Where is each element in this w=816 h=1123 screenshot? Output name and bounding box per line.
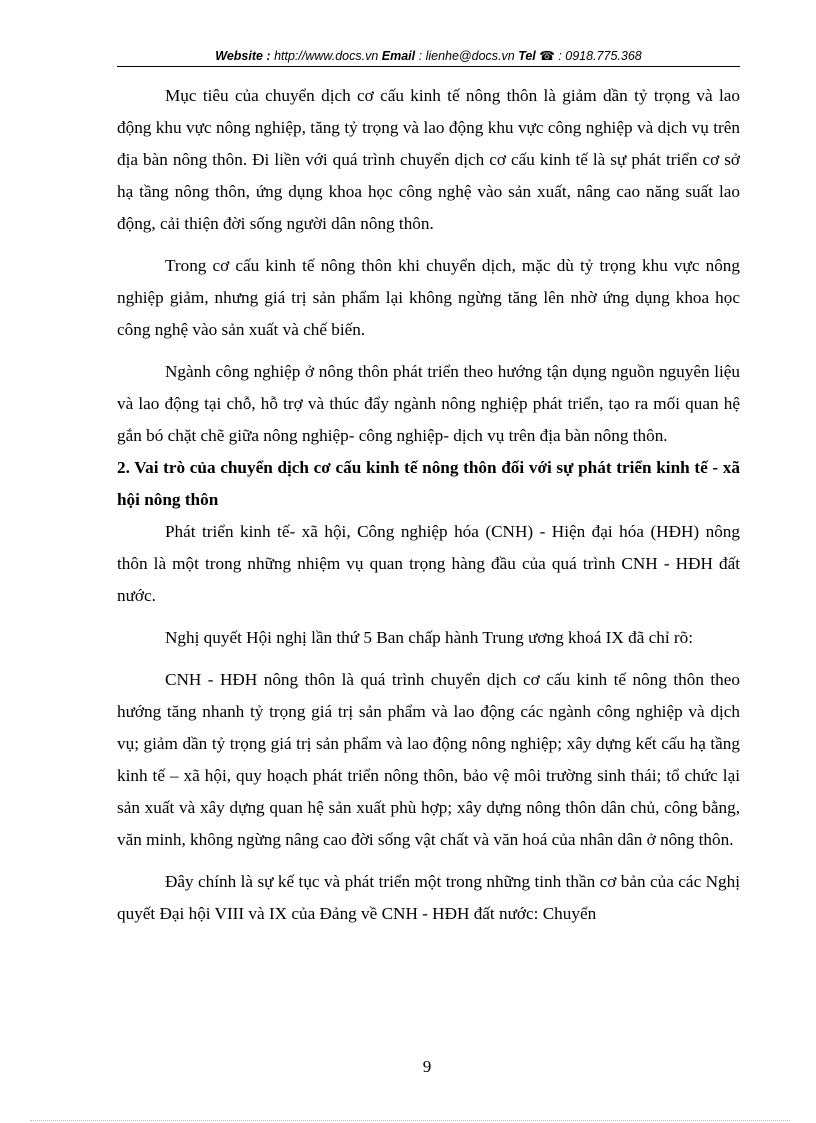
section-heading: 2. Vai trò của chuyển dịch cơ cấu kinh tế nông thôn đối với sự phát triển kinh tế - xã hội nông thôn [117, 458, 740, 509]
page-header [117, 47, 740, 65]
footer-divider [30, 1120, 790, 1121]
paragraph-5: Nghị quyết Hội nghị lần thứ 5 Ban chấp hành Trung ương khoá IX đã chỉ rõ: [165, 628, 694, 647]
paragraph-3: Ngành công nghiệp ở nông thôn phát triển theo hướng tận dụng nguồn nguyên liệu và lao động tại chỗ, hỗ trợ và thúc đẩy ngành nông nghiệp phát triển, tạo ra mối quan hệ gắn bó chặt chẽ giữa nông nghiệp- công nghiệp- dịch vụ trên địa bàn nông thôn. [117, 362, 740, 445]
paragraph-2: Trong cơ cấu kinh tế nông thôn khi chuyển dịch, mặc dù tỷ trọng khu vực nông nghiệp giảm, nhưng giá trị sản phẩm lại không ngừng tăng lên nhờ ứng dụng khoa học công nghệ vào sản xuất và chế biến. [117, 256, 740, 339]
page-body [117, 80, 740, 930]
paragraph-1: Mục tiêu của chuyển dịch cơ cấu kinh tế nông thôn là giảm dần tỷ trọng và lao động khu vực nông nghiệp, tăng tỷ trọng và lao động khu vực công nghiệp và dịch vụ trên địa bàn nông thôn. Đi liền với quá trình chuyển dịch cơ cấu kinh tế là sự phát triển cơ sở hạ tầng nông thôn, ứng dụng khoa học công nghệ vào sản xuất, nâng cao năng suất lao động, cải thiện đời sống người dân nông thôn. [117, 86, 740, 233]
tel-label: Tel [518, 49, 536, 63]
header-divider [117, 66, 740, 67]
website-label: Website : [215, 49, 271, 63]
paragraph-6: CNH - HĐH nông thôn là quá trình chuyển dịch cơ cấu kinh tế nông thôn theo hướng tăng nhanh tỷ trọng giá trị sản phẩm và lao động các ngành công nghiệp và dịch vụ; giảm dần tỷ trọng giá trị sản phẩm và lao động nông nghiệp; xây dựng kết cấu hạ tầng kinh tế – xã hội, quy hoạch phát triển nông thôn, bảo vệ môi trường sinh thái; tổ chức lại sản xuất và xây dựng quan hệ sản xuất phù hợp; xây dựng nông thôn dân chủ, công bằng, văn minh, không ngừng nâng cao đời sống vật chất và văn hoá của nhân dân ở nông thôn. [117, 670, 740, 849]
tel-value: ☎ : 0918.775.368 [539, 49, 642, 63]
email-link[interactable]: : lienhe@docs.vn [418, 49, 515, 63]
website-link[interactable]: http://www.docs.vn [274, 49, 379, 63]
email-label: Email [381, 49, 416, 63]
paragraph-7: Đây chính là sự kế tục và phát triển một trong những tinh thần cơ bản của các Nghị quyết Đại hội VIII và IX của Đảng về CNH - HĐH đất nước: Chuyển [117, 872, 740, 923]
page-number: 9 [422, 1057, 432, 1076]
paragraph-4: Phát triển kinh tế- xã hội, Công nghiệp hóa (CNH) - Hiện đại hóa (HĐH) nông thôn là một trong những nhiệm vụ quan trọng hàng đầu của quá trình CNH - HĐH đất nước. [117, 522, 740, 605]
